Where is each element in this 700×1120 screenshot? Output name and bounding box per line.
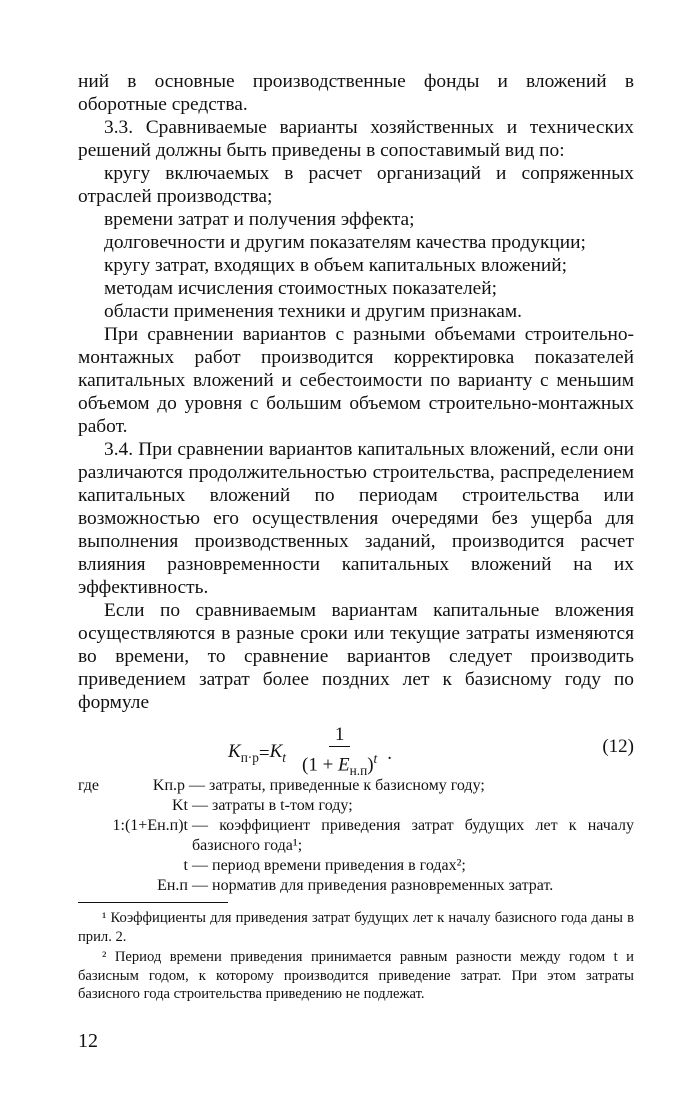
legend-symbol: Kt (172, 797, 188, 814)
footnote-divider (78, 902, 228, 903)
formula-numerator: 1 (329, 724, 351, 747)
legend-desc: — период времени приведения в годах²; (192, 857, 466, 874)
list-item: методам исчисления стоимостных показателей; (104, 278, 498, 299)
den-exp: t (373, 751, 378, 766)
paragraph: При сравнении вариантов с разными объемами строительно-монтажных работ производится корректировка показателей капитальных вложений и себестоимости по варианту с меньшим объемом до уровня с большим объемом строительно-монтажных работ. (78, 324, 634, 437)
main-text (78, 70, 634, 714)
legend-row (78, 776, 634, 796)
footnote-2: ² Период времени приведения принимается равным разности между годом t и базисным годом, к которому производится приведение затрат. При этом затраты базисного года строительства приведению не подлежат. (78, 949, 634, 1002)
footnotes (78, 909, 634, 1004)
legend-desc: — затраты, приведенные к базисному году; (189, 777, 485, 794)
legend-symbol: t (183, 857, 188, 874)
formula-fraction (296, 724, 383, 783)
den-close: ) (367, 754, 374, 776)
formula-lhs: K (228, 741, 241, 763)
formula-dot: . (387, 742, 392, 764)
page-number: 12 (78, 1030, 98, 1052)
formula-legend (78, 776, 634, 896)
legend-row (78, 876, 634, 896)
list-item: долговечности и другим показателям качества продукции; (104, 232, 586, 253)
footnote-1: ¹ Коэффициенты для приведения затрат будущих лет к началу базисного года даны в прил. 2. (78, 910, 634, 945)
paragraph: ний в основные производственные фонды и вложений в оборотные средства. (78, 71, 634, 115)
list-item: области применения техники и другим признакам. (104, 301, 523, 322)
formula-equals: = (258, 742, 270, 764)
legend-row (78, 816, 634, 856)
legend-symbol: Kп.р (152, 777, 186, 794)
list-item: кругу затрат, входящих в объем капитальных вложений; (104, 255, 567, 276)
paragraph: Если по сравниваемым вариантам капитальные вложения осуществляются в разные сроки или текущие затраты изменяются во времени, то сравнение вариантов следует производить приведением затрат более поздних лет к базисному году по формуле (78, 600, 634, 713)
legend-row (78, 796, 634, 816)
legend-desc: — норматив для приведения разновременных затрат. (192, 877, 554, 894)
legend-label: где (78, 777, 100, 794)
formula (228, 724, 392, 783)
formula-number: (12) (602, 736, 634, 757)
formula-lhs-sub: п·р (240, 749, 259, 765)
list-item: кругу включаемых в расчет организаций и сопряженных отраслей производства; (78, 163, 634, 207)
legend-symbol: Eн.п (157, 877, 188, 894)
section-3-3: 3.3. Сравниваемые варианты хозяйственных и технических решений должны быть приведены в сопоставимый вид по: (78, 117, 634, 161)
legend-desc: — затраты в t-том году; (192, 797, 353, 814)
formula-k-sub: t (282, 749, 286, 765)
section-3-4: 3.4. При сравнении вариантов капитальных вложений, если они различаются продолжительностью строительства, распределением капитальных вложений по периодам строительства или возможностью его осуществления очередями без ущерба для выполнения производственных заданий, производится расчет влияния разновременности капитальных вложений на их эффективность. (78, 439, 634, 598)
legend-symbol: 1:(1+Eн.п)t (112, 817, 188, 834)
list-item: времени затрат и получения эффекта; (104, 209, 415, 230)
formula-k: K (269, 741, 283, 763)
den-e-sub: н.п (349, 763, 368, 779)
formula-12 (78, 718, 634, 779)
legend-row (78, 856, 634, 876)
den-e: E (338, 754, 350, 776)
den-open: (1 + (302, 754, 339, 776)
page-content (78, 70, 634, 1006)
legend-desc: — коэффициент приведения затрат будущих лет к началу базисного года¹; (192, 817, 634, 854)
